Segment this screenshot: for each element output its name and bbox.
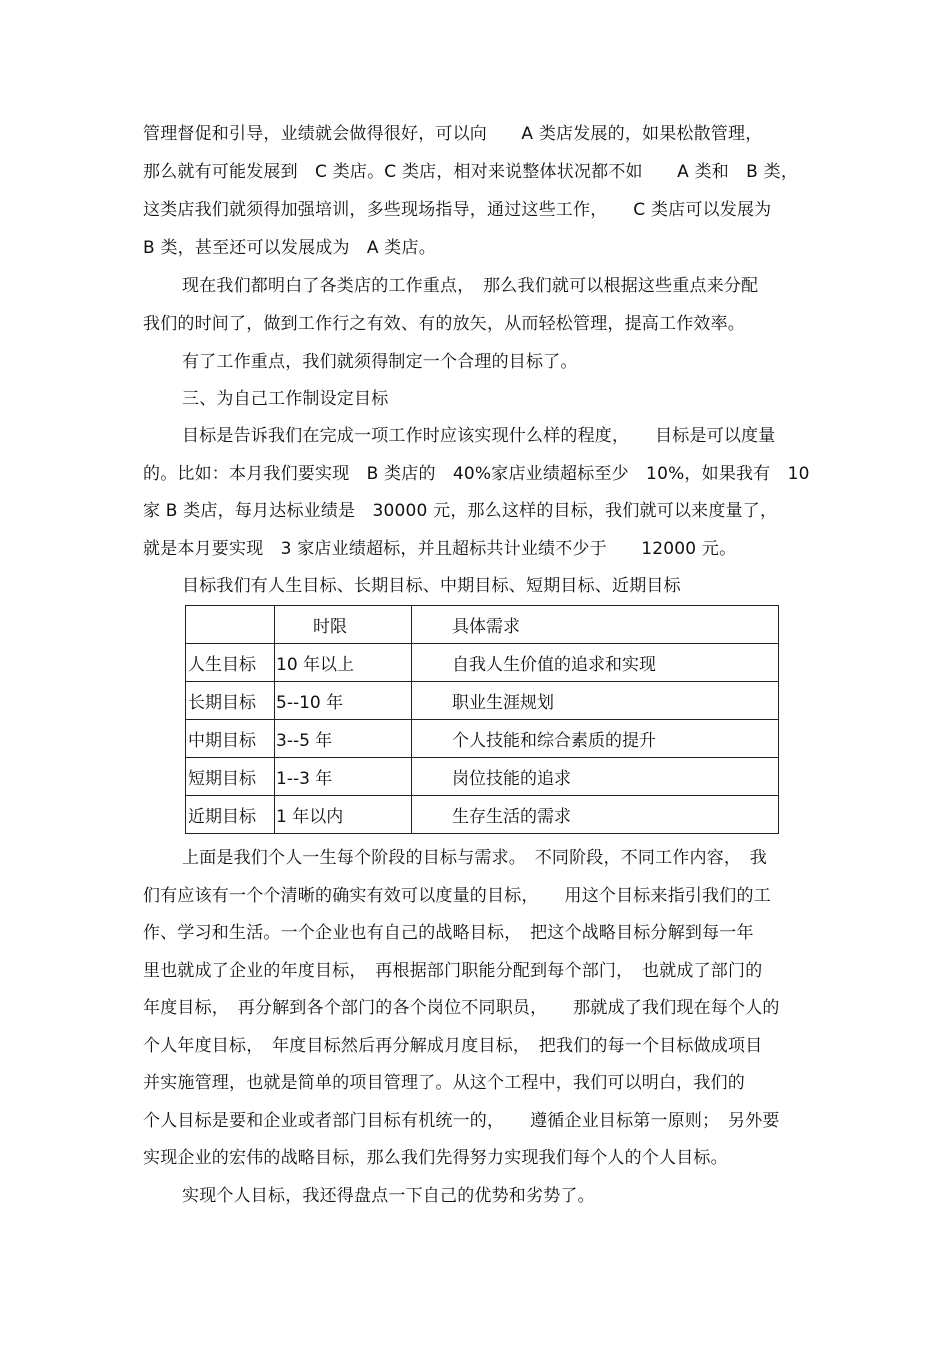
text-line: 里也就成了企业的年度目标， 再根据部门职能分配到每个部门， 也就成了部门的 [143, 961, 763, 981]
text-line: 有了工作重点，我们就须得制定一个合理的目标了。 [182, 352, 578, 372]
text-line: 个人目标是要和企业或者部门目标有机统一的， 遵循企业目标第一原则； 另外要 [143, 1111, 780, 1131]
text-line: 目标是告诉我们在完成一项工作时应该实现什么样的程度， 目标是可以度量 [182, 426, 776, 446]
table-cell: 1 年以内 [275, 796, 412, 834]
table-cell: 近期目标 [186, 796, 275, 834]
text-line: 管理督促和引导，业绩就会做得很好，可以向 A 类店发展的，如果松散管理， [143, 124, 763, 144]
table-cell: 职业生涯规划 [412, 682, 779, 720]
text-line: 年度目标， 再分解到各个部门的各个岗位不同职员， 那就成了我们现在每个人的 [143, 998, 780, 1018]
text-line: 我们的时间了，做到工作行之有效、有的放矢，从而轻松管理，提高工作效率。 [143, 314, 745, 334]
text-line: 这类店我们就须得加强培训，多些现场指导，通过这些工作， C 类店可以发展为 [143, 200, 772, 220]
table-cell: 长期目标 [186, 682, 275, 720]
table-row [186, 682, 779, 720]
table-cell: 中期目标 [186, 720, 275, 758]
text-line: 的。比如：本月我们要实现 B 类店的 40%家店业绩超标至少 10%，如果我有 10 [143, 464, 810, 484]
table-cell: 生存生活的需求 [412, 796, 779, 834]
text-line: 个人年度目标， 年度目标然后再分解成月度目标， 把我们的每一个目标做成项目 [143, 1036, 763, 1056]
table-cell: 1--3 年 [275, 758, 412, 796]
table-row [186, 720, 779, 758]
text-line: 目标我们有人生目标、长期目标、中期目标、短期目标、近期目标 [182, 576, 681, 596]
text-line: 作、学习和生活。一个企业也有自己的战略目标， 把这个战略目标分解到每一年 [143, 923, 754, 943]
text-line: 实现企业的宏伟的战略目标，那么我们先得努力实现我们每个人的个人目标。 [143, 1148, 728, 1168]
table-cell: 短期目标 [186, 758, 275, 796]
text-line: 们有应该有一个个清晰的确实有效可以度量的目标， 用这个目标来指引我们的工 [143, 886, 771, 906]
table-row [186, 758, 779, 796]
table-header-cell: 时限 [275, 606, 412, 644]
table-header-cell [186, 606, 275, 644]
table-header-row [186, 606, 779, 644]
text-line: 家 B 类店，每月达标业绩是 30000 元，那么这样的目标，我们就可以来度量了， [143, 501, 778, 521]
text-line: 现在我们都明白了各类店的工作重点， 那么我们就可以根据这些重点来分配 [182, 276, 759, 296]
table-row [186, 644, 779, 682]
goals-table [185, 605, 779, 834]
table-cell: 人生目标 [186, 644, 275, 682]
table-cell: 5--10 年 [275, 682, 412, 720]
table-cell: 岗位技能的追求 [412, 758, 779, 796]
table-cell: 自我人生价值的追求和实现 [412, 644, 779, 682]
text-line: 那么就有可能发展到 C 类店。C 类店，相对来说整体状况都不如 A 类和 B 类， [143, 162, 799, 182]
text-line: 就是本月要实现 3 家店业绩超标，并且超标共计业绩不少于 12000 元。 [143, 539, 737, 559]
table-cell: 10 年以上 [275, 644, 412, 682]
text-line: 实现个人目标，我还得盘点一下自己的优势和劣势了。 [182, 1186, 595, 1206]
text-line: 上面是我们个人一生每个阶段的目标与需求。 不同阶段，不同工作内容， 我 [182, 848, 767, 868]
text-line: B 类，甚至还可以发展成为 A 类店。 [143, 238, 436, 258]
table-cell: 3--5 年 [275, 720, 412, 758]
section-heading: 三、为自己工作制设定目标 [182, 389, 389, 409]
table-cell: 个人技能和综合素质的提升 [412, 720, 779, 758]
text-line: 并实施管理，也就是简单的项目管理了。从这个工程中，我们可以明白，我们的 [143, 1073, 745, 1093]
table-header-cell: 具体需求 [412, 606, 779, 644]
table-row [186, 796, 779, 834]
